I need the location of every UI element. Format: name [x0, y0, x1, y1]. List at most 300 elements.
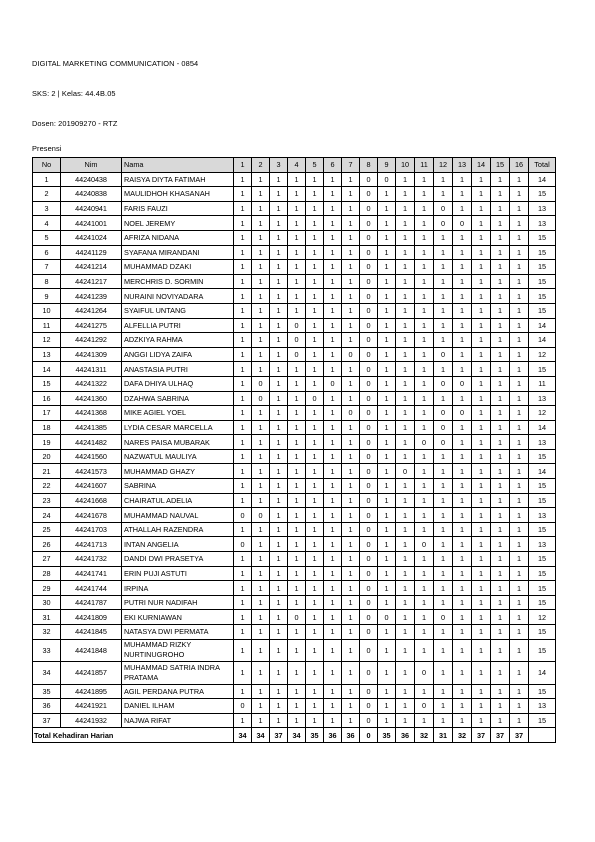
row-number-cell: 22	[33, 479, 61, 494]
nim-cell: 44241275	[61, 318, 122, 333]
attendance-cell: 1	[491, 391, 510, 406]
attendance-cell: 1	[434, 699, 453, 714]
attendance-cell: 1	[415, 595, 434, 610]
table-row	[33, 493, 556, 508]
attendance-cell: 1	[434, 260, 453, 275]
attendance-cell: 1	[491, 289, 510, 304]
attendance-cell: 1	[324, 581, 342, 596]
attendance-cell: 1	[491, 566, 510, 581]
attendance-cell: 1	[453, 581, 472, 596]
attendance-cell: 1	[324, 187, 342, 202]
attendance-cell: 1	[306, 699, 324, 714]
attendance-cell: 0	[360, 639, 378, 662]
attendance-cell: 1	[434, 713, 453, 728]
attendance-cell: 1	[396, 566, 415, 581]
daily-total-cell: 36	[324, 728, 342, 743]
attendance-cell: 1	[434, 566, 453, 581]
attendance-cell: 1	[270, 625, 288, 640]
attendance-cell: 1	[472, 333, 491, 348]
attendance-cell: 1	[396, 639, 415, 662]
attendance-cell: 1	[270, 522, 288, 537]
attendance-cell: 1	[288, 289, 306, 304]
attendance-cell: 1	[396, 662, 415, 685]
attendance-cell: 1	[342, 303, 360, 318]
total-cell: 15	[529, 684, 556, 699]
attendance-cell: 1	[270, 216, 288, 231]
row-number-cell: 27	[33, 552, 61, 567]
attendance-cell: 0	[324, 376, 342, 391]
attendance-cell: 1	[342, 274, 360, 289]
table-footer-row	[33, 728, 556, 743]
attendance-cell: 1	[342, 230, 360, 245]
attendance-cell: 1	[288, 245, 306, 260]
attendance-cell: 0	[360, 522, 378, 537]
row-number-cell: 15	[33, 376, 61, 391]
attendance-cell: 1	[342, 435, 360, 450]
attendance-cell: 0	[252, 376, 270, 391]
student-name-cell: MIKE AGIEL YOEL	[122, 406, 234, 421]
table-row	[33, 684, 556, 699]
attendance-cell: 1	[306, 303, 324, 318]
daily-total-cell: 37	[491, 728, 510, 743]
attendance-cell: 0	[360, 552, 378, 567]
attendance-cell: 1	[396, 595, 415, 610]
attendance-cell: 1	[472, 260, 491, 275]
column-header: 14	[472, 158, 491, 173]
student-name-cell: ERIN PUJI ASTUTI	[122, 566, 234, 581]
attendance-cell: 1	[270, 713, 288, 728]
table-row	[33, 581, 556, 596]
attendance-cell: 1	[270, 537, 288, 552]
attendance-cell: 1	[472, 464, 491, 479]
attendance-cell: 1	[252, 333, 270, 348]
attendance-cell: 1	[306, 274, 324, 289]
attendance-cell: 0	[453, 406, 472, 421]
attendance-cell: 1	[306, 318, 324, 333]
attendance-cell: 1	[415, 493, 434, 508]
column-header: Total	[529, 158, 556, 173]
column-header: 6	[324, 158, 342, 173]
nim-cell: 44241848	[61, 639, 122, 662]
column-header: 11	[415, 158, 434, 173]
attendance-cell: 1	[342, 508, 360, 523]
attendance-cell: 1	[472, 172, 491, 187]
row-number-cell: 13	[33, 347, 61, 362]
attendance-cell: 1	[306, 289, 324, 304]
attendance-cell: 1	[510, 303, 529, 318]
attendance-cell: 1	[415, 639, 434, 662]
attendance-cell: 1	[306, 362, 324, 377]
total-cell: 12	[529, 347, 556, 362]
attendance-cell: 1	[270, 508, 288, 523]
attendance-cell: 0	[360, 318, 378, 333]
attendance-cell: 1	[453, 260, 472, 275]
attendance-cell: 0	[288, 610, 306, 625]
student-name-cell: AFRIZA NIDANA	[122, 230, 234, 245]
attendance-cell: 1	[378, 464, 396, 479]
attendance-cell: 1	[491, 610, 510, 625]
dosen-info: Dosen: 201909270 - RTZ	[32, 119, 118, 128]
attendance-cell: 1	[510, 610, 529, 625]
nim-cell: 44241360	[61, 391, 122, 406]
total-cell: 13	[529, 201, 556, 216]
total-cell: 15	[529, 522, 556, 537]
daily-total-cell: 32	[453, 728, 472, 743]
attendance-cell: 1	[252, 406, 270, 421]
attendance-cell: 1	[491, 449, 510, 464]
attendance-cell: 1	[491, 435, 510, 450]
attendance-cell: 1	[252, 537, 270, 552]
total-cell: 13	[529, 508, 556, 523]
attendance-cell: 1	[270, 595, 288, 610]
attendance-cell: 1	[342, 420, 360, 435]
row-number-cell: 24	[33, 508, 61, 523]
student-name-cell: ADZKIYA RAHMA	[122, 333, 234, 348]
attendance-cell: 1	[342, 391, 360, 406]
attendance-cell: 1	[510, 406, 529, 421]
attendance-cell: 0	[288, 333, 306, 348]
attendance-cell: 1	[270, 639, 288, 662]
attendance-cell: 1	[434, 391, 453, 406]
student-name-cell: DZAHWA SABRINA	[122, 391, 234, 406]
attendance-cell: 1	[252, 713, 270, 728]
student-name-cell: IRPINA	[122, 581, 234, 596]
attendance-cell: 1	[234, 662, 252, 685]
attendance-cell: 1	[491, 376, 510, 391]
attendance-cell: 1	[415, 333, 434, 348]
attendance-cell: 1	[491, 625, 510, 640]
attendance-cell: 1	[415, 566, 434, 581]
attendance-cell: 0	[415, 662, 434, 685]
attendance-cell: 1	[434, 303, 453, 318]
attendance-cell: 1	[396, 172, 415, 187]
attendance-cell: 1	[453, 522, 472, 537]
attendance-cell: 1	[378, 391, 396, 406]
student-name-cell: ANGGI LIDYA ZAIFA	[122, 347, 234, 362]
attendance-cell: 1	[415, 508, 434, 523]
attendance-cell: 1	[234, 303, 252, 318]
student-name-cell: ATHALLAH RAZENDRA	[122, 522, 234, 537]
attendance-cell: 1	[491, 260, 510, 275]
attendance-cell: 1	[472, 684, 491, 699]
column-header: 12	[434, 158, 453, 173]
attendance-cell: 1	[453, 713, 472, 728]
attendance-cell: 1	[453, 318, 472, 333]
attendance-cell: 1	[472, 639, 491, 662]
attendance-cell: 1	[510, 172, 529, 187]
total-cell: 13	[529, 537, 556, 552]
attendance-cell: 1	[234, 464, 252, 479]
attendance-cell: 1	[288, 230, 306, 245]
attendance-cell: 1	[510, 566, 529, 581]
attendance-cell: 1	[510, 362, 529, 377]
attendance-cell: 0	[415, 435, 434, 450]
attendance-table	[32, 157, 556, 743]
attendance-cell: 1	[396, 318, 415, 333]
attendance-cell: 0	[360, 333, 378, 348]
attendance-cell: 1	[491, 639, 510, 662]
attendance-cell: 1	[378, 684, 396, 699]
attendance-cell: 1	[396, 303, 415, 318]
attendance-cell: 1	[453, 625, 472, 640]
attendance-cell: 1	[306, 201, 324, 216]
attendance-cell: 1	[378, 333, 396, 348]
attendance-cell: 1	[324, 522, 342, 537]
total-cell: 15	[529, 581, 556, 596]
attendance-cell: 1	[378, 260, 396, 275]
column-header: 4	[288, 158, 306, 173]
attendance-cell: 0	[396, 464, 415, 479]
attendance-cell: 1	[324, 362, 342, 377]
attendance-cell: 0	[434, 347, 453, 362]
attendance-cell: 1	[288, 581, 306, 596]
nim-cell: 44241309	[61, 347, 122, 362]
attendance-cell: 0	[434, 216, 453, 231]
attendance-cell: 1	[434, 464, 453, 479]
attendance-cell: 1	[415, 172, 434, 187]
attendance-cell: 1	[342, 289, 360, 304]
attendance-cell: 1	[510, 595, 529, 610]
attendance-cell: 1	[396, 699, 415, 714]
attendance-cell: 1	[342, 610, 360, 625]
attendance-cell: 1	[510, 581, 529, 596]
attendance-cell: 1	[472, 479, 491, 494]
attendance-cell: 1	[306, 522, 324, 537]
total-cell: 15	[529, 552, 556, 567]
attendance-cell: 1	[306, 435, 324, 450]
attendance-cell: 1	[306, 172, 324, 187]
attendance-cell: 1	[306, 713, 324, 728]
attendance-cell: 1	[491, 537, 510, 552]
attendance-cell: 1	[324, 684, 342, 699]
attendance-cell: 1	[453, 610, 472, 625]
attendance-cell: 0	[434, 406, 453, 421]
attendance-cell: 1	[234, 245, 252, 260]
attendance-cell: 1	[378, 274, 396, 289]
attendance-cell: 1	[415, 274, 434, 289]
attendance-cell: 1	[234, 347, 252, 362]
table-row	[33, 713, 556, 728]
attendance-cell: 1	[234, 713, 252, 728]
attendance-cell: 1	[453, 639, 472, 662]
attendance-cell: 1	[270, 662, 288, 685]
attendance-cell: 1	[453, 187, 472, 202]
student-name-cell: PUTRI NUR NADIFAH	[122, 595, 234, 610]
attendance-cell: 1	[324, 420, 342, 435]
attendance-cell: 1	[342, 464, 360, 479]
attendance-cell: 1	[270, 318, 288, 333]
attendance-cell: 1	[491, 552, 510, 567]
student-name-cell: MUHAMMAD GHAZY	[122, 464, 234, 479]
attendance-cell: 1	[234, 187, 252, 202]
attendance-cell: 1	[415, 522, 434, 537]
attendance-cell: 1	[342, 201, 360, 216]
table-row	[33, 216, 556, 231]
attendance-cell: 1	[306, 187, 324, 202]
row-number-cell: 21	[33, 464, 61, 479]
attendance-cell: 1	[491, 303, 510, 318]
attendance-cell: 1	[252, 662, 270, 685]
student-name-cell: SABRINA	[122, 479, 234, 494]
attendance-cell: 1	[510, 508, 529, 523]
total-cell: 15	[529, 274, 556, 289]
total-cell: 15	[529, 449, 556, 464]
attendance-cell: 1	[396, 274, 415, 289]
attendance-cell: 0	[288, 318, 306, 333]
attendance-cell: 1	[472, 713, 491, 728]
sks-kelas-info: SKS: 2 | Kelas: 44.4B.05	[32, 89, 116, 98]
attendance-cell: 1	[324, 493, 342, 508]
attendance-cell: 1	[415, 318, 434, 333]
attendance-cell: 1	[342, 362, 360, 377]
attendance-cell: 1	[396, 610, 415, 625]
total-cell: 14	[529, 464, 556, 479]
total-cell: 14	[529, 662, 556, 685]
attendance-cell: 1	[324, 318, 342, 333]
attendance-cell: 1	[306, 260, 324, 275]
table-header-row	[33, 158, 556, 173]
attendance-cell: 1	[288, 274, 306, 289]
column-header: 8	[360, 158, 378, 173]
column-header: No	[33, 158, 61, 173]
attendance-cell: 1	[472, 552, 491, 567]
table-row	[33, 274, 556, 289]
attendance-cell: 1	[270, 610, 288, 625]
attendance-cell: 1	[306, 581, 324, 596]
attendance-cell: 1	[252, 216, 270, 231]
table-row	[33, 464, 556, 479]
attendance-cell: 0	[360, 464, 378, 479]
attendance-cell: 0	[360, 699, 378, 714]
attendance-cell: 1	[472, 522, 491, 537]
attendance-cell: 1	[472, 318, 491, 333]
attendance-cell: 1	[288, 552, 306, 567]
attendance-cell: 1	[378, 245, 396, 260]
attendance-cell: 1	[342, 449, 360, 464]
table-row	[33, 289, 556, 304]
column-header: 3	[270, 158, 288, 173]
attendance-cell: 1	[491, 216, 510, 231]
attendance-cell: 1	[342, 595, 360, 610]
daily-total-cell: 32	[415, 728, 434, 743]
attendance-cell: 1	[472, 201, 491, 216]
attendance-cell: 1	[453, 552, 472, 567]
attendance-cell: 1	[234, 333, 252, 348]
student-name-cell: MUHAMMAD RIZKY NURTINUGROHO	[122, 639, 234, 662]
nim-cell: 44241217	[61, 274, 122, 289]
nim-cell: 44241311	[61, 362, 122, 377]
attendance-cell: 1	[396, 376, 415, 391]
attendance-cell: 1	[472, 537, 491, 552]
attendance-cell: 1	[324, 172, 342, 187]
attendance-cell: 1	[252, 625, 270, 640]
table-row	[33, 625, 556, 640]
attendance-cell: 1	[252, 479, 270, 494]
row-number-cell: 25	[33, 522, 61, 537]
attendance-cell: 1	[270, 420, 288, 435]
attendance-cell: 1	[472, 303, 491, 318]
attendance-cell: 1	[252, 435, 270, 450]
attendance-cell: 1	[453, 289, 472, 304]
attendance-cell: 0	[288, 347, 306, 362]
attendance-cell: 1	[434, 333, 453, 348]
attendance-cell: 1	[396, 201, 415, 216]
attendance-cell: 1	[453, 493, 472, 508]
attendance-cell: 1	[472, 216, 491, 231]
total-cell: 13	[529, 699, 556, 714]
total-cell: 15	[529, 187, 556, 202]
attendance-cell: 1	[510, 537, 529, 552]
attendance-cell: 1	[342, 493, 360, 508]
attendance-cell: 0	[360, 508, 378, 523]
row-number-cell: 5	[33, 230, 61, 245]
attendance-cell: 0	[360, 493, 378, 508]
attendance-cell: 1	[342, 537, 360, 552]
attendance-cell: 1	[234, 639, 252, 662]
attendance-cell: 1	[288, 406, 306, 421]
table-row	[33, 347, 556, 362]
attendance-cell: 1	[234, 318, 252, 333]
attendance-cell: 1	[252, 201, 270, 216]
attendance-cell: 1	[252, 289, 270, 304]
attendance-cell: 1	[234, 406, 252, 421]
attendance-cell: 1	[453, 595, 472, 610]
attendance-cell: 1	[434, 479, 453, 494]
attendance-cell: 0	[360, 260, 378, 275]
total-cell: 15	[529, 260, 556, 275]
attendance-cell: 0	[434, 435, 453, 450]
attendance-cell: 1	[415, 713, 434, 728]
attendance-cell: 1	[270, 289, 288, 304]
daily-total-cell: 37	[510, 728, 529, 743]
attendance-cell: 1	[234, 172, 252, 187]
attendance-cell: 0	[378, 610, 396, 625]
attendance-cell: 1	[396, 230, 415, 245]
attendance-cell: 1	[288, 493, 306, 508]
student-name-cell: SYAFANA MIRANDANI	[122, 245, 234, 260]
attendance-cell: 1	[453, 347, 472, 362]
table-row	[33, 362, 556, 377]
attendance-cell: 1	[396, 187, 415, 202]
column-header: 5	[306, 158, 324, 173]
attendance-cell: 1	[415, 391, 434, 406]
attendance-cell: 1	[396, 362, 415, 377]
attendance-cell: 1	[288, 376, 306, 391]
total-cell: 15	[529, 493, 556, 508]
total-cell: 15	[529, 362, 556, 377]
attendance-cell: 1	[472, 406, 491, 421]
attendance-cell: 1	[288, 187, 306, 202]
table-row	[33, 435, 556, 450]
attendance-cell: 1	[378, 318, 396, 333]
attendance-cell: 1	[453, 362, 472, 377]
nim-cell: 44241024	[61, 230, 122, 245]
attendance-cell: 1	[270, 699, 288, 714]
attendance-cell: 1	[288, 625, 306, 640]
student-name-cell: NATASYA DWI PERMATA	[122, 625, 234, 640]
attendance-cell: 1	[434, 522, 453, 537]
total-cell: 12	[529, 610, 556, 625]
attendance-cell: 1	[453, 435, 472, 450]
attendance-cell: 1	[491, 406, 510, 421]
attendance-cell: 1	[415, 260, 434, 275]
attendance-cell: 0	[234, 537, 252, 552]
attendance-cell: 1	[510, 245, 529, 260]
attendance-cell: 0	[360, 187, 378, 202]
attendance-cell: 1	[252, 303, 270, 318]
attendance-cell: 1	[306, 508, 324, 523]
row-number-cell: 2	[33, 187, 61, 202]
